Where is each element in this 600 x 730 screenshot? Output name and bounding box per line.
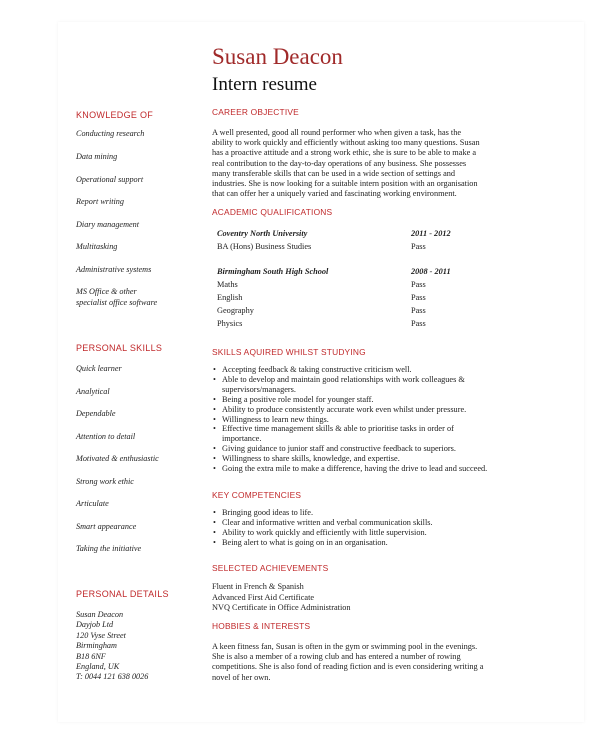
details-line: T: 0044 121 638 0026: [76, 672, 149, 682]
subject-result: Pass: [411, 293, 426, 302]
competencies-list: [212, 508, 512, 548]
skills-acquired-list: [212, 365, 512, 474]
list-item: • Ability to produce consistently accurate work even whilst under pressure.: [212, 405, 512, 415]
subject-result: Pass: [411, 280, 426, 289]
qualification-row: [212, 229, 512, 242]
text-line: real contribution to the day-to-day operations of any business. She possesses: [212, 158, 467, 168]
skill-item: Articulate: [76, 499, 109, 508]
details-line: 120 Vyse Street: [76, 630, 126, 640]
knowledge-item: Conducting research: [76, 129, 145, 138]
knowledge-item: Multitasking: [76, 242, 118, 251]
list-item: • Giving guidance to junior staff and constructive feedback to superiors.: [212, 444, 512, 454]
skill-item: Quick learner: [76, 364, 122, 373]
subject-name: Geography: [217, 306, 254, 315]
knowledge-item: Operational support: [76, 175, 144, 184]
resume-subtitle: Intern resume: [212, 74, 317, 95]
skill-item: Strong work ethic: [76, 477, 134, 486]
details-line: England, UK: [76, 662, 120, 672]
institution-years: 2011 - 2012: [411, 229, 451, 238]
list-item-line: importance.: [222, 434, 262, 444]
text-line: many transferable skills that can be used in a wide section of settings and: [212, 168, 456, 178]
knowledge-item-line: MS Office & other: [76, 287, 137, 296]
text-line: ability to work quickly and efficiently without asking too many questions. Susan: [212, 138, 480, 148]
details-line: Dayjob Ltd: [76, 620, 114, 630]
achievements-list: [212, 582, 512, 614]
course-result: Pass: [411, 242, 426, 251]
skill-item: Attention to detail: [76, 432, 136, 441]
knowledge-item: Report writing: [76, 197, 124, 206]
text-line: A keen fitness fan, Susan is often in the gym or swimming pool in the evenings.: [212, 642, 478, 651]
knowledge-item: Diary management: [76, 220, 139, 229]
text-line: A well presented, good all round performer who when given a task, has the: [212, 128, 462, 137]
knowledge-item-line: specialist office software: [76, 297, 158, 307]
list-item: • Being a positive role model for younger staff.: [212, 395, 512, 405]
list-item: • Clear and informative written and verbal communication skills.: [212, 518, 512, 528]
knowledge-item: [76, 287, 206, 308]
knowledge-item: Administrative systems: [76, 265, 152, 274]
qualification-row: [212, 267, 512, 280]
candidate-name: Susan Deacon: [212, 44, 343, 69]
qualification-row: [212, 319, 512, 332]
career-objective-text: [212, 128, 512, 199]
subject-result: Pass: [411, 319, 426, 328]
hobbies-heading: HOBBIES & INTERESTS: [212, 621, 311, 631]
achievement-item: Advanced First Aid Certificate: [212, 592, 315, 602]
knowledge-heading: KNOWLEDGE OF: [76, 110, 154, 120]
details-line: Birmingham: [76, 641, 117, 651]
skill-item: Dependable: [76, 409, 116, 418]
skill-item: Smart appearance: [76, 522, 137, 531]
institution-years: 2008 - 2011: [411, 267, 451, 276]
list-item: • Bringing good ideas to life.: [212, 508, 512, 518]
list-item: • Willingness to learn new things.: [212, 415, 512, 425]
list-item: • Ability to work quickly and efficiently with little supervision.: [212, 528, 512, 538]
text-line: She is also a member of a rowing club and has entered a number of rowing: [212, 652, 461, 662]
list-item-line: • Able to develop and maintain good relationships with work colleagues &: [222, 374, 465, 384]
personal-details-heading: PERSONAL DETAILS: [76, 589, 169, 599]
academic-table: [212, 229, 512, 332]
academic-heading: ACADEMIC QUALIFICATIONS: [212, 207, 333, 217]
list-item: [212, 424, 512, 444]
list-item: • Going the extra mile to make a difference, having the drive to lead and succeed.: [212, 464, 512, 474]
text-line: has a proactive attitude and a strong work ethic, she is sure to be able to make a: [212, 148, 477, 158]
course-name: BA (Hons) Business Studies: [217, 242, 312, 251]
qualification-row: [212, 306, 512, 319]
institution-name: Coventry North University: [217, 229, 308, 238]
list-item: • Being alert to what is going on in an organisation.: [212, 538, 512, 548]
text-line: competitions. She is also fond of reading fiction and is even considering writing a: [212, 662, 484, 672]
competencies-heading: KEY COMPETENCIES: [212, 490, 302, 500]
hobbies-text: [212, 642, 512, 683]
details-line: Susan Deacon: [76, 610, 124, 619]
list-item: • Willingness to share skills, knowledge, and expertise.: [212, 454, 512, 464]
subject-name: English: [217, 293, 243, 302]
subject-name: Maths: [217, 280, 238, 289]
list-item-line: supervisors/managers.: [222, 384, 296, 394]
skill-item: Analytical: [76, 387, 110, 396]
text-line: novel of her own.: [212, 672, 271, 682]
list-item: [212, 375, 512, 395]
personal-details: [76, 610, 206, 683]
text-line: industries. She is now looking for a suitable intern position with an organisation: [212, 179, 478, 189]
skills-acquired-heading: SKILLS AQUIRED WHILST STUDYING: [212, 347, 366, 357]
subject-name: Physics: [217, 319, 243, 328]
list-item: • Accepting feedback & taking constructive criticism well.: [212, 365, 512, 375]
skill-item: Taking the initiative: [76, 544, 142, 553]
personal-skills-heading: PERSONAL SKILLS: [76, 343, 163, 353]
career-objective-heading: CAREER OBJECTIVE: [212, 107, 299, 117]
subject-result: Pass: [411, 306, 426, 315]
list-item-line: • Effective time management skills & able to prioritise tasks in order of: [222, 424, 454, 434]
details-line: B18 6NF: [76, 651, 106, 661]
achievement-item: NVQ Certificate in Office Administration: [212, 603, 351, 612]
qualification-row: [212, 293, 512, 306]
skill-item: Motivated & enthusiastic: [76, 454, 159, 463]
text-line: that can offer her a uniquely varied and fascinating working environment.: [212, 189, 457, 199]
achievements-heading: SELECTED ACHIEVEMENTS: [212, 563, 329, 573]
achievement-item: Fluent in French & Spanish: [212, 582, 304, 591]
knowledge-item: Data mining: [76, 152, 118, 161]
qualification-row: [212, 280, 512, 293]
institution-name: Birmingham South High School: [217, 267, 329, 276]
qualification-row: [212, 242, 512, 255]
